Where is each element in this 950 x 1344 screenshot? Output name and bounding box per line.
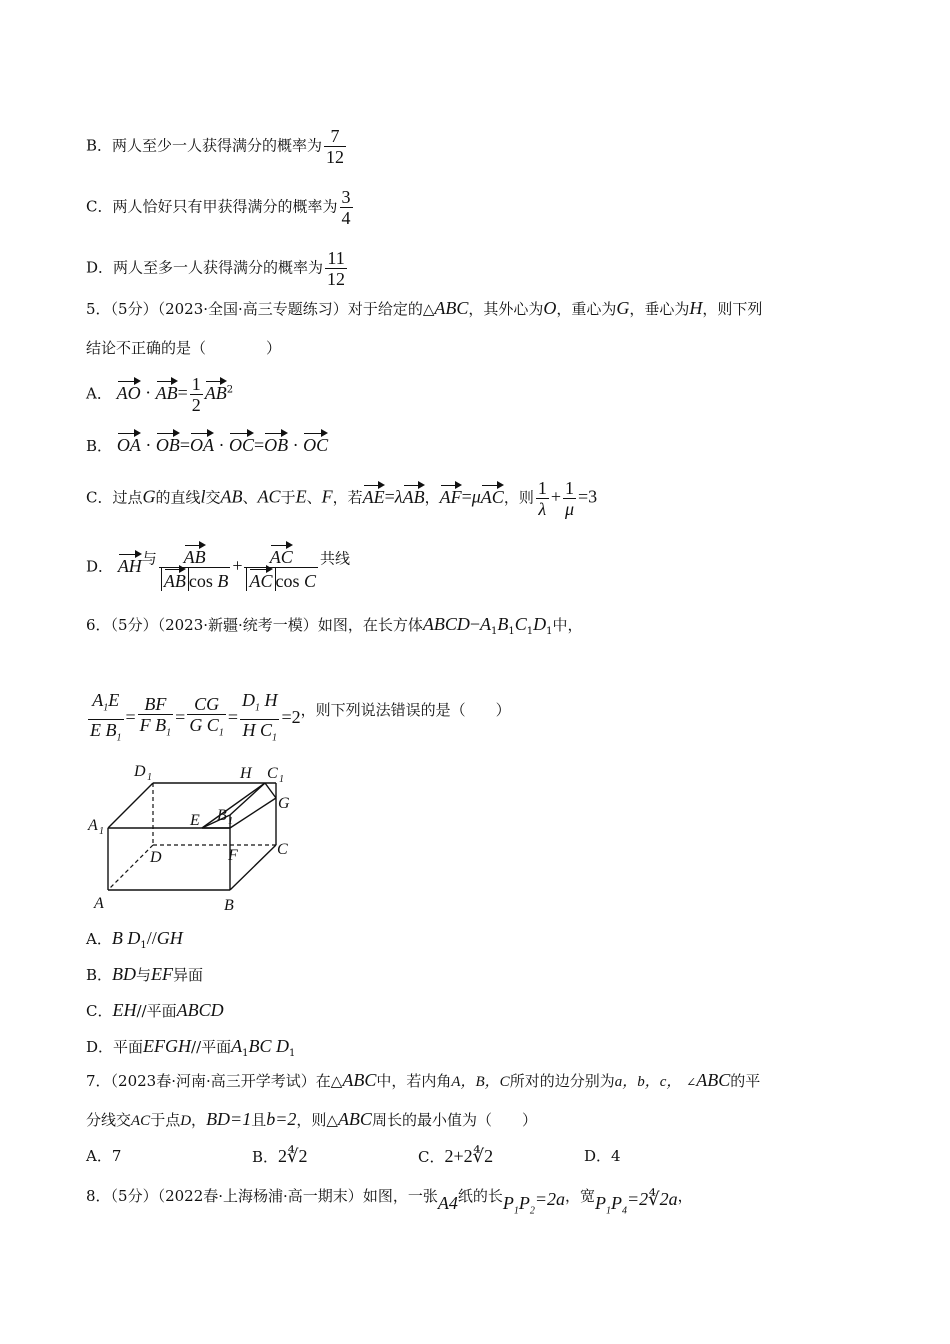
option-text: 两人至多一人获得满分的概率为 [113,258,324,277]
svg-text:H: H [240,765,252,782]
q7-option-c: C．2+2∜2 [418,1146,494,1166]
fraction: $\frac{7}{12}$ [326,126,345,167]
q5-option-d: D． AH与 $\frac{AB}{\text{AB cos B}}$ + $\frac{AC}{\text{AC cos C}}$ 共线 [86,544,350,591]
svg-text:1: 1 [147,772,152,783]
svg-text:C: C [277,841,288,858]
q5-stem: 5．（5分）（2023·全国·高三专题练习）对于给定的△ABC，其外心为O，重心为G，垂心为H，则下列 [86,298,763,318]
svg-text:D: D [150,849,162,866]
q6-option-b: B．BD与EF异面 [86,964,204,984]
q6-ratio-line: $\frac{A_1E}{E B_1}$ = $\frac{BF}{F B_1}$ = $\frac{CG}{G C_1}$ = $\frac{D_1 H}{H C_1}$ =2，则下列说法错误的是（ ） [90,690,511,744]
svg-text:C: C [267,765,278,782]
svg-text:G: G [278,795,290,812]
q5-option-a: A． AO · AB= $\frac{1}{2}$ $AB^2$ [86,374,234,415]
option-text: 两人恰好只有甲获得满分的概率为 [112,197,338,216]
fraction: $\frac{11}{12}$ [327,248,346,289]
q7-stem-line2: 分线交AC于点D，BD=1且b=2，则△ABC周长的最小值为（ ） [86,1109,537,1129]
svg-text:A: A [88,817,98,834]
svg-text:1: 1 [279,774,284,785]
svg-text:E: E [190,812,200,829]
svg-text:1: 1 [228,816,233,827]
q7-option-d: D．4 [584,1147,621,1165]
q5-stem-line2: 结论不正确的是（ ） [86,339,282,357]
svg-text:D: D [134,763,146,780]
option-label: D． [86,258,114,277]
svg-text:F: F [228,847,238,864]
q6-option-a: A．B $D_1//GH$ [86,928,183,951]
q4-option-c [86,187,355,228]
q4-option-d [86,248,349,289]
q7-option-a: A．7 [86,1147,122,1165]
q7-stem: 7．（2023春·河南·高三开学考试）在△ABC中，若内角A，B，C所对的边分别为a，b，c， ∠ABC的平 [86,1070,761,1090]
fraction: $\frac{3}{4}$ [341,187,351,228]
option-text: 两人至少一人获得满分的概率为 [112,136,323,155]
svg-text:A: A [94,895,104,912]
q6-stem: 6．（5分）（2023·新疆·统考一模）如图，在长方体$ABCD-A_1B_1C_1D_1$中， [86,614,583,637]
q8-stem: 8．（5分）（2022春·上海杨浦·高一期末）如图，一张A4纸的长$P_1P_2=2a$，宽$P_1P_4=2∜2a$， [86,1187,693,1217]
q6-option-c: C．EH//平面ABCD [86,1000,224,1020]
svg-text:1: 1 [99,826,104,837]
cuboid-figure [80,758,310,918]
q4-option-b [86,126,348,167]
q7-option-b: B．2∜2 [252,1146,308,1166]
svg-text:B: B [217,807,227,824]
svg-text:B: B [224,897,234,914]
q6-option-d: D．平面EFGH//平面$A_1BC$ $D_1$ [86,1036,296,1059]
option-label: B． [86,136,113,155]
q5-option-c: C．过点G的直线l交AB、AC于E、F，若AE=λAB，AF=μAC，则 $\frac{1}{\lambda}$ + $\frac{1}{\mu}$ =3 [86,478,598,519]
option-label: C． [86,197,113,216]
q5-option-b: B． OA · OB=OA · OC=OB · OC [86,432,328,456]
